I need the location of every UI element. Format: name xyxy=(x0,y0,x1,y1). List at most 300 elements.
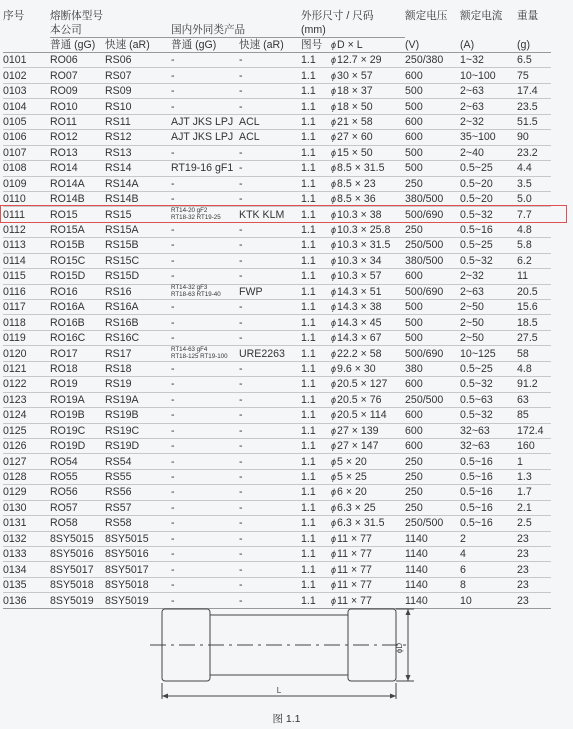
seq-cell: 0105 xyxy=(3,114,50,129)
phi-symbol: ϕ xyxy=(331,348,337,359)
dimension-value: 8.5 × 36 xyxy=(337,193,376,206)
table-row xyxy=(3,315,551,330)
domestic-ar-cell: - xyxy=(239,176,301,191)
domestic-ar-cell: - xyxy=(239,315,301,330)
domestic-ar-cell: - xyxy=(239,577,301,592)
dimension-cell xyxy=(331,577,405,592)
domestic-gg-cell: - xyxy=(171,53,239,68)
phi-symbol: ϕ xyxy=(331,86,337,97)
company-ar-cell: RS18 xyxy=(105,361,171,376)
seq-cell: 0120 xyxy=(3,346,50,361)
current-cell: 2~63 xyxy=(460,284,517,299)
seq-cell: 0108 xyxy=(3,161,50,176)
domestic-ar-cell: - xyxy=(239,238,301,253)
company-ar-cell: 8SY5017 xyxy=(105,562,171,577)
dimension-cell xyxy=(331,500,405,515)
company-gg-cell: RO12 xyxy=(50,130,105,145)
company-gg-cell: RO16A xyxy=(50,300,105,315)
company-ar-cell: RS15 xyxy=(105,207,171,222)
seq-cell: 0135 xyxy=(3,577,50,592)
company-gg-cell: RO17 xyxy=(50,346,105,361)
fig-cell: 1.1 xyxy=(301,454,331,469)
row-highlight-box xyxy=(0,205,567,223)
fuse-diagram xyxy=(140,603,440,699)
voltage-cell: 500 xyxy=(405,315,460,330)
domestic-ar-cell: URE2263 xyxy=(239,346,301,361)
domestic-gg-cell: - xyxy=(171,377,239,392)
voltage-cell: 600 xyxy=(405,377,460,392)
current-cell: 0.5~16 xyxy=(460,500,517,515)
company-ar-cell: RS56 xyxy=(105,485,171,500)
domestic-ar-cell: - xyxy=(239,485,301,500)
dimension-value: 8.5 × 23 xyxy=(337,177,376,190)
domestic-gg-cell: - xyxy=(171,531,239,546)
voltage-cell: 500 xyxy=(405,161,460,176)
header-fig-no: 图号 xyxy=(301,38,331,53)
seq-cell: 0132 xyxy=(3,531,50,546)
domestic-ar-cell: - xyxy=(239,438,301,453)
seq-cell: 0128 xyxy=(3,469,50,484)
weight-cell: 172.4 xyxy=(517,423,551,438)
company-ar-cell: RS16B xyxy=(105,315,171,330)
domestic-gg-cell: - xyxy=(171,516,239,531)
weight-cell: 17.4 xyxy=(517,83,551,98)
table-row xyxy=(3,577,551,592)
dimension-value: 10.3 × 25.8 xyxy=(337,224,391,237)
dimension-cell xyxy=(331,284,405,299)
phi-symbol: ϕ xyxy=(331,70,337,81)
header-dimensions: 外形尺寸 / 尺码 xyxy=(301,10,374,22)
seq-cell: 0125 xyxy=(3,423,50,438)
fig-cell: 1.1 xyxy=(301,191,331,206)
domestic-gg-cell: - xyxy=(171,330,239,345)
dimension-cell xyxy=(331,83,405,98)
company-ar-cell: RS15C xyxy=(105,253,171,268)
seq-cell: 0126 xyxy=(3,438,50,453)
company-gg-cell: RO19C xyxy=(50,423,105,438)
header-voltage: 额定电压 xyxy=(405,10,448,22)
phi-symbol: ϕ xyxy=(331,379,337,390)
fig-cell: 1.1 xyxy=(301,423,331,438)
table-row xyxy=(3,377,551,392)
fig-cell: 1.1 xyxy=(301,547,331,562)
table-row xyxy=(3,531,551,546)
fig-cell: 1.1 xyxy=(301,68,331,83)
weight-cell: 4.4 xyxy=(517,161,551,176)
seq-cell: 0130 xyxy=(3,500,50,515)
company-gg-cell: RO10 xyxy=(50,99,105,114)
fig-cell: 1.1 xyxy=(301,377,331,392)
weight-cell: 23 xyxy=(517,577,551,592)
table-row xyxy=(3,269,551,284)
seq-cell: 0124 xyxy=(3,408,50,423)
phi-symbol: ϕ xyxy=(331,163,337,174)
header-weight: 重量 xyxy=(517,10,539,22)
header-current: 额定电流 xyxy=(460,10,503,22)
dimension-cell xyxy=(331,176,405,191)
header-dim-unit: (mm) xyxy=(301,23,405,38)
dimension-cell xyxy=(331,408,405,423)
phi-symbol: ϕ xyxy=(331,580,337,591)
domestic-ar-cell: - xyxy=(239,500,301,515)
company-ar-cell: RS19B xyxy=(105,408,171,423)
voltage-cell: 500/690 xyxy=(405,284,460,299)
header-company-ar: 快速 (aR) xyxy=(105,38,171,53)
domestic-ar-cell: - xyxy=(239,408,301,423)
dimension-value: 10.3 × 31.5 xyxy=(337,239,391,252)
company-gg-cell: RO16B xyxy=(50,315,105,330)
seq-cell: 0134 xyxy=(3,562,50,577)
dimension-value: 11 × 77 xyxy=(337,548,372,561)
dimension-value: 6.3 × 25 xyxy=(337,501,376,514)
domestic-gg-cell: - xyxy=(171,500,239,515)
company-gg-cell: RO07 xyxy=(50,68,105,83)
phi-symbol: ϕ xyxy=(331,410,337,421)
dimension-cell xyxy=(331,68,405,83)
weight-cell: 20.5 xyxy=(517,284,551,299)
phi-symbol: ϕ xyxy=(331,502,337,513)
domestic-ar-cell: - xyxy=(239,330,301,345)
current-cell: 0.5~16 xyxy=(460,485,517,500)
fig-cell: 1.1 xyxy=(301,361,331,376)
phi-symbol: ϕ xyxy=(331,132,337,143)
voltage-cell: 1140 xyxy=(405,531,460,546)
domestic-gg-cell: - xyxy=(171,438,239,453)
seq-cell: 0112 xyxy=(3,222,50,237)
current-cell: 0.5~16 xyxy=(460,222,517,237)
fig-cell: 1.1 xyxy=(301,269,331,284)
company-ar-cell: 8SY5016 xyxy=(105,547,171,562)
dimension-value: 27 × 60 xyxy=(337,131,373,144)
header-domestic-ar: 快速 (aR) xyxy=(239,38,301,53)
dimension-cell xyxy=(331,361,405,376)
dimension-cell xyxy=(331,222,405,237)
seq-cell: 0107 xyxy=(3,145,50,160)
domestic-ar-cell: - xyxy=(239,547,301,562)
seq-cell: 0101 xyxy=(3,53,50,68)
table-row xyxy=(3,222,551,237)
voltage-cell: 250 xyxy=(405,454,460,469)
company-ar-cell: RS07 xyxy=(105,68,171,83)
voltage-cell: 500 xyxy=(405,300,460,315)
table-body xyxy=(3,53,551,609)
company-ar-cell: RS11 xyxy=(105,114,171,129)
company-ar-cell: RS19A xyxy=(105,392,171,407)
dimension-cell xyxy=(331,300,405,315)
domestic-gg-cell: - xyxy=(171,593,239,608)
dimension-value: 14.3 × 51 xyxy=(337,285,382,298)
header-company: 本公司 xyxy=(50,23,171,38)
fig-cell: 1.1 xyxy=(301,222,331,237)
current-cell: 0.5~63 xyxy=(460,392,517,407)
company-gg-cell: 8SY5019 xyxy=(50,593,105,608)
domestic-ar-cell: - xyxy=(239,423,301,438)
phi-symbol: ϕ xyxy=(331,55,337,66)
dimension-cell xyxy=(331,99,405,114)
dimension-value: 9.6 × 30 xyxy=(337,362,376,375)
voltage-cell: 250 xyxy=(405,500,460,515)
length-label: L xyxy=(276,686,282,695)
table-row xyxy=(3,346,551,361)
phi-symbol: ϕ xyxy=(331,271,337,282)
dimension-cell xyxy=(331,454,405,469)
voltage-cell: 250/500 xyxy=(405,238,460,253)
company-ar-cell: RS15B xyxy=(105,238,171,253)
current-cell: 10~100 xyxy=(460,68,517,83)
domestic-gg-line: RT18-32 RT19-25 xyxy=(171,213,221,221)
seq-cell: 0103 xyxy=(3,83,50,98)
company-gg-cell: RO09 xyxy=(50,83,105,98)
domestic-gg-cell: - xyxy=(171,562,239,577)
voltage-cell: 250 xyxy=(405,222,460,237)
current-cell: 2~32 xyxy=(460,269,517,284)
weight-cell: 51.5 xyxy=(517,114,551,129)
company-ar-cell: RS15D xyxy=(105,269,171,284)
domestic-ar-cell: - xyxy=(239,222,301,237)
current-cell: 0.5~32 xyxy=(460,253,517,268)
dimension-cell xyxy=(331,423,405,438)
table-row xyxy=(3,454,551,469)
company-ar-cell: RS14B xyxy=(105,191,171,206)
dimension-cell xyxy=(331,330,405,345)
domestic-gg-cell: - xyxy=(171,485,239,500)
phi-symbol: ϕ xyxy=(331,317,337,328)
domestic-ar-cell: - xyxy=(239,53,301,68)
company-ar-cell: RS13 xyxy=(105,145,171,160)
company-gg-cell: RO55 xyxy=(50,469,105,484)
header-domestic: 国内外同类产品 xyxy=(171,23,301,38)
dimension-value: 10.3 × 34 xyxy=(337,254,382,267)
table-row xyxy=(3,516,551,531)
weight-cell: 6.5 xyxy=(517,53,551,68)
domestic-gg-line: RT14-63 gF4 xyxy=(171,345,208,353)
domestic-ar-cell: - xyxy=(239,300,301,315)
weight-cell: 23 xyxy=(517,593,551,608)
table-row xyxy=(3,253,551,268)
header-fuse-model: 熔断体型号 xyxy=(50,10,103,22)
table-row xyxy=(3,238,551,253)
dimension-value: 8.5 × 31.5 xyxy=(337,162,385,175)
weight-cell: 160 xyxy=(517,438,551,453)
domestic-gg-cell: - xyxy=(171,300,239,315)
dimension-value: 27 × 147 xyxy=(337,440,379,453)
company-gg-cell: RO15A xyxy=(50,222,105,237)
dimension-value: 11 × 77 xyxy=(337,532,372,545)
domestic-ar-cell: ACL xyxy=(239,114,301,129)
voltage-cell: 1140 xyxy=(405,547,460,562)
table-row xyxy=(3,130,551,145)
domestic-gg-line: RT14-32 gF3 xyxy=(171,283,208,291)
fig-cell: 1.1 xyxy=(301,531,331,546)
weight-cell: 4.8 xyxy=(517,222,551,237)
phi-symbol: ϕ xyxy=(331,116,337,127)
current-cell: 2 xyxy=(460,531,517,546)
seq-cell: 0106 xyxy=(3,130,50,145)
company-ar-cell: RS10 xyxy=(105,99,171,114)
dimension-value: 6 × 20 xyxy=(337,486,367,499)
dimension-value: 14.3 × 45 xyxy=(337,316,382,329)
dimension-cell xyxy=(331,516,405,531)
phi-symbol: ϕ xyxy=(331,209,337,220)
voltage-cell: 500 xyxy=(405,330,460,345)
dimension-cell xyxy=(331,392,405,407)
current-cell: 35~100 xyxy=(460,130,517,145)
phi-symbol: ϕ xyxy=(331,533,337,544)
dimension-cell xyxy=(331,53,405,68)
seq-cell: 0122 xyxy=(3,377,50,392)
phi-symbol: ϕ xyxy=(331,564,337,575)
fig-cell: 1.1 xyxy=(301,176,331,191)
domestic-gg-cell: - xyxy=(171,454,239,469)
fig-cell: 1.1 xyxy=(301,346,331,361)
current-cell: 0.5~16 xyxy=(460,469,517,484)
table-row xyxy=(3,330,551,345)
fig-cell: 1.1 xyxy=(301,315,331,330)
domestic-gg-cell: - xyxy=(171,408,239,423)
domestic-gg-cell: - xyxy=(171,83,239,98)
dimension-cell xyxy=(331,130,405,145)
phi-symbol: ϕ xyxy=(331,549,337,560)
dimension-value: 18 × 50 xyxy=(337,100,373,113)
weight-cell: 6.2 xyxy=(517,253,551,268)
seq-cell: 0102 xyxy=(3,68,50,83)
seq-cell: 0121 xyxy=(3,361,50,376)
fig-cell: 1.1 xyxy=(301,469,331,484)
company-ar-cell: RS16A xyxy=(105,300,171,315)
domestic-ar-cell: - xyxy=(239,361,301,376)
domestic-gg-line: RT14-20 gF2 xyxy=(171,206,208,214)
table-row xyxy=(3,562,551,577)
voltage-cell: 600 xyxy=(405,269,460,284)
dimension-value: 15 × 50 xyxy=(337,146,373,159)
company-gg-cell: RO16C xyxy=(50,330,105,345)
phi-symbol: ϕ xyxy=(331,225,337,236)
dimension-value: 11 × 77 xyxy=(337,579,372,592)
fig-cell: 1.1 xyxy=(301,485,331,500)
dimension-cell xyxy=(331,469,405,484)
company-ar-cell: RS16 xyxy=(105,284,171,299)
table-row xyxy=(3,547,551,562)
current-cell: 0.5~16 xyxy=(460,454,517,469)
dimension-value: 6.3 × 31.5 xyxy=(337,517,385,530)
company-ar-cell: RS19D xyxy=(105,438,171,453)
current-cell: 0.5~25 xyxy=(460,161,517,176)
weight-cell: 23 xyxy=(517,531,551,546)
seq-cell: 0114 xyxy=(3,253,50,268)
weight-cell: 90 xyxy=(517,130,551,145)
company-gg-cell: 8SY5017 xyxy=(50,562,105,577)
dimension-value: 30 × 57 xyxy=(337,69,373,82)
dimension-cell xyxy=(331,145,405,160)
company-ar-cell: RS19C xyxy=(105,423,171,438)
table-row xyxy=(3,500,551,515)
company-ar-cell: RS16C xyxy=(105,330,171,345)
company-ar-cell: RS14 xyxy=(105,161,171,176)
current-cell: 2~63 xyxy=(460,99,517,114)
company-ar-cell: RS57 xyxy=(105,500,171,515)
voltage-cell: 1140 xyxy=(405,593,460,608)
domestic-ar-cell: - xyxy=(239,531,301,546)
voltage-cell: 500/690 xyxy=(405,207,460,222)
dimension-cell xyxy=(331,253,405,268)
domestic-gg-cell: - xyxy=(171,238,239,253)
company-ar-cell: RS54 xyxy=(105,454,171,469)
table-row xyxy=(3,176,551,191)
company-ar-cell: RS14A xyxy=(105,176,171,191)
dimension-cell xyxy=(331,377,405,392)
seq-cell: 0116 xyxy=(3,284,50,299)
company-gg-cell: RO15D xyxy=(50,269,105,284)
phi-symbol: ϕ xyxy=(331,194,337,205)
figure-caption: 图 1.1 xyxy=(272,713,301,725)
domestic-ar-cell: - xyxy=(239,269,301,284)
table-row xyxy=(3,485,551,500)
fig-cell: 1.1 xyxy=(301,99,331,114)
domestic-gg-line: RT18-125 RT19-100 xyxy=(171,352,228,360)
company-gg-cell: RO14B xyxy=(50,191,105,206)
table-row xyxy=(3,145,551,160)
table-row xyxy=(3,408,551,423)
phi-symbol: ϕ xyxy=(331,425,337,436)
fig-cell: 1.1 xyxy=(301,392,331,407)
current-cell: 8 xyxy=(460,577,517,592)
domestic-ar-cell: FWP xyxy=(239,284,301,299)
voltage-cell: 500 xyxy=(405,145,460,160)
table-row xyxy=(3,53,551,68)
company-gg-cell: RO15B xyxy=(50,238,105,253)
voltage-cell: 600 xyxy=(405,423,460,438)
domestic-gg-cell: - xyxy=(171,253,239,268)
weight-cell: 91.2 xyxy=(517,377,551,392)
fig-cell: 1.1 xyxy=(301,145,331,160)
voltage-cell: 600 xyxy=(405,408,460,423)
company-gg-cell: RO14 xyxy=(50,161,105,176)
dimension-value: 27 × 139 xyxy=(337,424,379,437)
dimension-value: 20.5 × 127 xyxy=(337,378,388,391)
table-row xyxy=(3,300,551,315)
current-cell: 2~50 xyxy=(460,330,517,345)
fig-cell: 1.1 xyxy=(301,516,331,531)
weight-cell: 63 xyxy=(517,392,551,407)
current-cell: 2~63 xyxy=(460,83,517,98)
domestic-gg-line: RT18-63 RT19-40 xyxy=(171,290,221,298)
domestic-gg-cell: - xyxy=(171,469,239,484)
phi-symbol: ϕ xyxy=(331,487,337,498)
dimension-cell xyxy=(331,346,405,361)
weight-cell: 4.8 xyxy=(517,361,551,376)
header-weight-unit: (g) xyxy=(517,38,551,53)
voltage-cell: 500 xyxy=(405,83,460,98)
weight-cell: 23.5 xyxy=(517,99,551,114)
domestic-ar-cell: - xyxy=(239,68,301,83)
dimension-cell xyxy=(331,485,405,500)
weight-cell: 23.2 xyxy=(517,145,551,160)
table-row xyxy=(3,361,551,376)
company-gg-cell: RO18 xyxy=(50,361,105,376)
phi-symbol: ϕ xyxy=(331,472,337,483)
seq-cell: 0127 xyxy=(3,454,50,469)
domestic-gg-cell: - xyxy=(171,145,239,160)
domestic-gg-cell: - xyxy=(171,191,239,206)
seq-cell: 0133 xyxy=(3,547,50,562)
seq-cell: 0109 xyxy=(3,176,50,191)
current-cell: 0.5~20 xyxy=(460,176,517,191)
domestic-ar-cell: - xyxy=(239,253,301,268)
domestic-ar-cell: - xyxy=(239,469,301,484)
fig-cell: 1.1 xyxy=(301,253,331,268)
dimension-value: 20.5 × 114 xyxy=(337,409,387,422)
fig-cell: 1.1 xyxy=(301,500,331,515)
